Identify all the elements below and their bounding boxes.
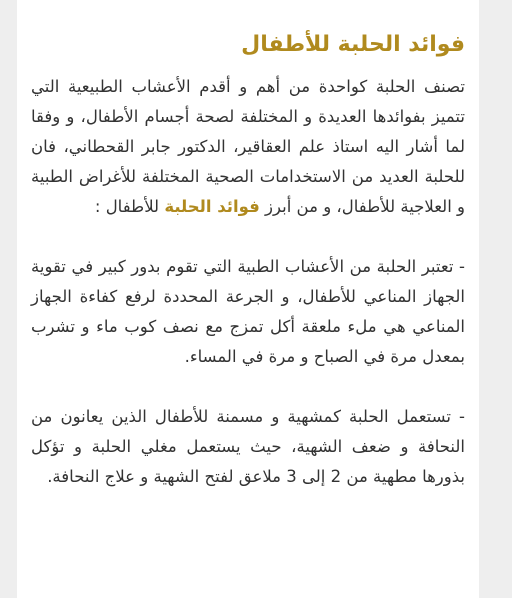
intro-paragraph: [31, 72, 465, 222]
benefit-paragraph-immunity: - تعتبر الحلبة من الأعشاب الطبية التي تقوم بدور كبير في تقوية الجهاز المناعي للأطفال، و الجرعة المحددة لرفع كفاءة الجهاز المناعي هي ملء ملعقة أكل تمزج مع نصف كوب ماء و تشرب بمعدل مرة في الصباح و مرة في المساء.: [31, 257, 465, 366]
benefit-paragraph-appetite: - تستعمل الحلبة كمشهية و مسمنة للأطفال الذين يعانون من النحافة و ضعف الشهية، حيث يستعمل مغلي الحلبة و تؤكل بذورها مطهية من 2 إلى 3 ملاعق لفتح الشهية و علاج النحافة.: [31, 407, 465, 486]
article-title: فوائد الحلبة للأطفال: [241, 32, 465, 57]
article-content: [31, 0, 465, 492]
highlight-link[interactable]: فوائد الحلبة: [164, 197, 260, 216]
intro-text-after: للأطفال :: [94, 197, 165, 216]
intro-text-before: تصنف الحلبة كواحدة من أهم و أقدم الأعشاب الطبيعية التي تتميز بفوائدها العديدة و المختلفة لصحة أجسام الأطفال، و وفقا لما أشار اليه استاذ علم العقاقير، الدكتور جابر القحطاني، فان للحلبة العديد من الاستخدامات الصحية المختلفة للأغراض الطبية و العلاجية للأطفال، و من أبرز: [31, 77, 465, 216]
article-page: [17, 0, 479, 598]
